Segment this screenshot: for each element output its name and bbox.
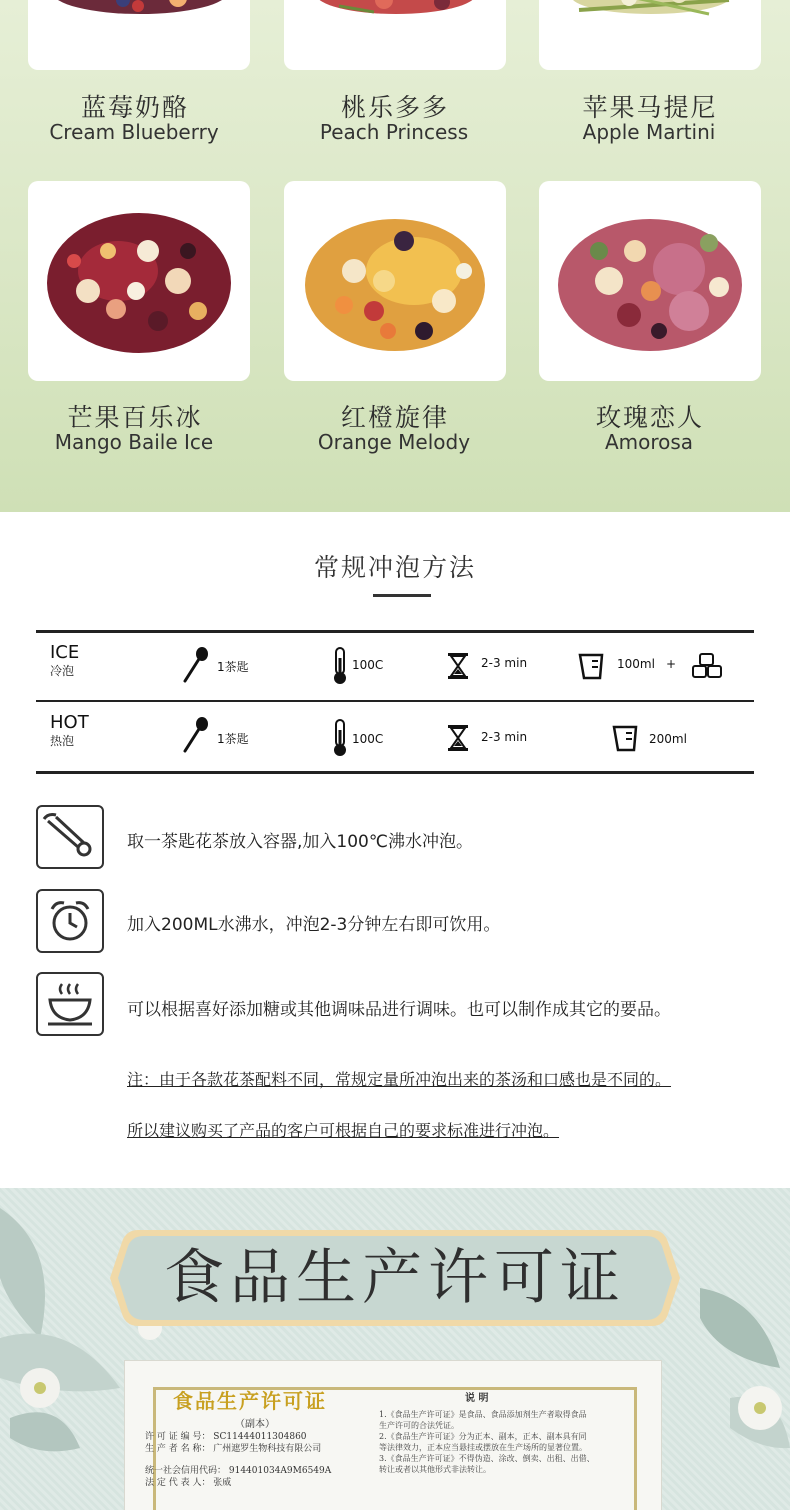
step-icon-frame xyxy=(36,972,104,1036)
water-volume: 200ml xyxy=(649,732,687,746)
steep-time: 2-3 min xyxy=(481,656,528,670)
spoon-amount: 1茶匙 xyxy=(217,732,249,746)
row-label-cn: 热泡 xyxy=(50,734,75,748)
certificate-notes xyxy=(379,1409,595,1475)
product-name-en: Mango Baile Ice xyxy=(54,430,214,454)
certificate-note-line: 等法律效力，正本应当悬挂或摆放在生产场所的显著位置。 xyxy=(379,1443,587,1452)
brewing-method-section xyxy=(0,512,790,1188)
plus-sign: + xyxy=(666,657,677,671)
product-name-en: Cream Blueberry xyxy=(49,120,219,144)
tea-blend-photo xyxy=(284,0,506,70)
product-image-peach-princess[interactable] xyxy=(284,0,506,70)
product-name-cn: 玫瑰恋人 xyxy=(595,403,704,432)
food-license-section xyxy=(0,1188,790,1510)
step-icon-frame xyxy=(36,805,104,869)
alarm-clock-icon xyxy=(38,891,102,951)
certificate-field: 法 定 代 表 人： 张威 xyxy=(145,1478,232,1488)
certificate-notes-title: 说 明 xyxy=(465,1393,489,1404)
product-image-mango-baile-ice[interactable] xyxy=(28,181,250,381)
water-temperature: 100C xyxy=(352,658,384,672)
certificate-note-line: 1.《食品生产许可证》是食品、食品添加剂生产者取得食品 xyxy=(379,1410,587,1419)
product-name-cn: 红橙旋律 xyxy=(340,403,449,432)
product-grid xyxy=(0,0,790,512)
hourglass-icon xyxy=(446,724,470,752)
license-certificate-image[interactable] xyxy=(124,1360,662,1510)
product-name-cn: 苹果马提尼 xyxy=(582,93,718,122)
certificate-title: 食品生产许可证 xyxy=(173,1389,327,1413)
tea-blend-photo xyxy=(539,0,761,70)
step-icon-frame xyxy=(36,889,104,953)
tea-blend-photo xyxy=(539,181,761,381)
step-text: 取一茶匙花茶放入容器,加入100℃沸水冲泡。 xyxy=(127,832,473,852)
brew-row-hot-label xyxy=(50,713,89,749)
certificate-note-line: 生产许可的合法凭证。 xyxy=(379,1421,459,1430)
brewing-note: 所以建议购买了产品的客户可根据自己的要求标准进行冲泡。 xyxy=(127,1121,560,1140)
steep-time: 2-3 min xyxy=(481,730,528,744)
tea-blend-photo xyxy=(284,181,506,381)
license-banner xyxy=(108,1226,682,1330)
certificate-note-line: 2.《食品生产许可证》分为正本、副本，正本、副本具有同 xyxy=(379,1432,587,1441)
thermometer-icon xyxy=(330,646,350,686)
table-bottom-rule xyxy=(36,771,754,774)
certificate-note-line: 3.《食品生产许可证》不得伪造、涂改、倒卖、出租、出借、 xyxy=(379,1454,595,1463)
measuring-cup-icon xyxy=(612,724,640,752)
hot-cup-icon xyxy=(38,974,102,1034)
product-name-en: Orange Melody xyxy=(317,430,471,454)
product-name-cn: 蓝莓奶酪 xyxy=(80,93,189,122)
water-volume: 100ml xyxy=(617,657,655,671)
table-mid-rule xyxy=(36,700,754,702)
product-image-apple-martini[interactable] xyxy=(539,0,761,70)
product-image-orange-melody[interactable] xyxy=(284,181,506,381)
brew-row-ice-label xyxy=(50,643,79,679)
row-label-en: HOT xyxy=(50,712,89,733)
product-name-en: Peach Princess xyxy=(319,120,469,144)
title-underline xyxy=(373,594,431,597)
certificate-field: 生 产 者 名 称： 广州遮罗生物科技有限公司 xyxy=(145,1444,322,1454)
row-label-en: ICE xyxy=(50,642,80,663)
measuring-cup-icon xyxy=(578,652,606,680)
certificate-subtitle: （副本） xyxy=(235,1419,275,1430)
hourglass-icon xyxy=(446,652,470,680)
brewing-note: 注：由于各款花茶配料不同，常规定量所冲泡出来的茶汤和口感也是不同的。 xyxy=(127,1070,672,1089)
tea-blend-photo xyxy=(28,0,250,70)
step-text: 可以根据喜好添加糖或其他调味品进行调味。也可以制作成其它的要品。 xyxy=(127,1000,671,1020)
license-banner-title: 食品生产许可证 xyxy=(164,1243,626,1313)
spoon-icon xyxy=(180,716,210,754)
ice-cubes-icon xyxy=(690,652,724,680)
step-text: 加入200ML水沸水，冲泡2-3分钟左右即可饮用。 xyxy=(127,915,501,935)
product-image-amorosa[interactable] xyxy=(539,181,761,381)
certificate-note-line: 转让或者以其他形式非法转让。 xyxy=(379,1465,491,1474)
certificate-fields xyxy=(145,1431,331,1489)
product-name-en: Apple Martini xyxy=(582,120,716,144)
spoon-icon xyxy=(180,646,210,684)
spoon-amount: 1茶匙 xyxy=(217,660,249,674)
tongs-icon xyxy=(38,807,102,867)
product-name-cn: 芒果百乐冰 xyxy=(67,403,203,432)
certificate-field: 许 可 证 编 号： SC11444011304860 xyxy=(145,1432,307,1442)
product-name-en: Amorosa xyxy=(604,430,694,454)
tea-blend-photo xyxy=(28,181,250,381)
section-title: 常规冲泡方法 xyxy=(313,553,476,582)
product-name-cn: 桃乐多多 xyxy=(340,93,449,122)
table-top-rule xyxy=(36,630,754,633)
product-image-cream-blueberry[interactable] xyxy=(28,0,250,70)
row-label-cn: 冷泡 xyxy=(50,664,75,678)
water-temperature: 100C xyxy=(352,732,384,746)
certificate-field: 统一社会信用代码： 914401034A9M6549A xyxy=(145,1466,332,1476)
thermometer-icon xyxy=(330,718,350,758)
